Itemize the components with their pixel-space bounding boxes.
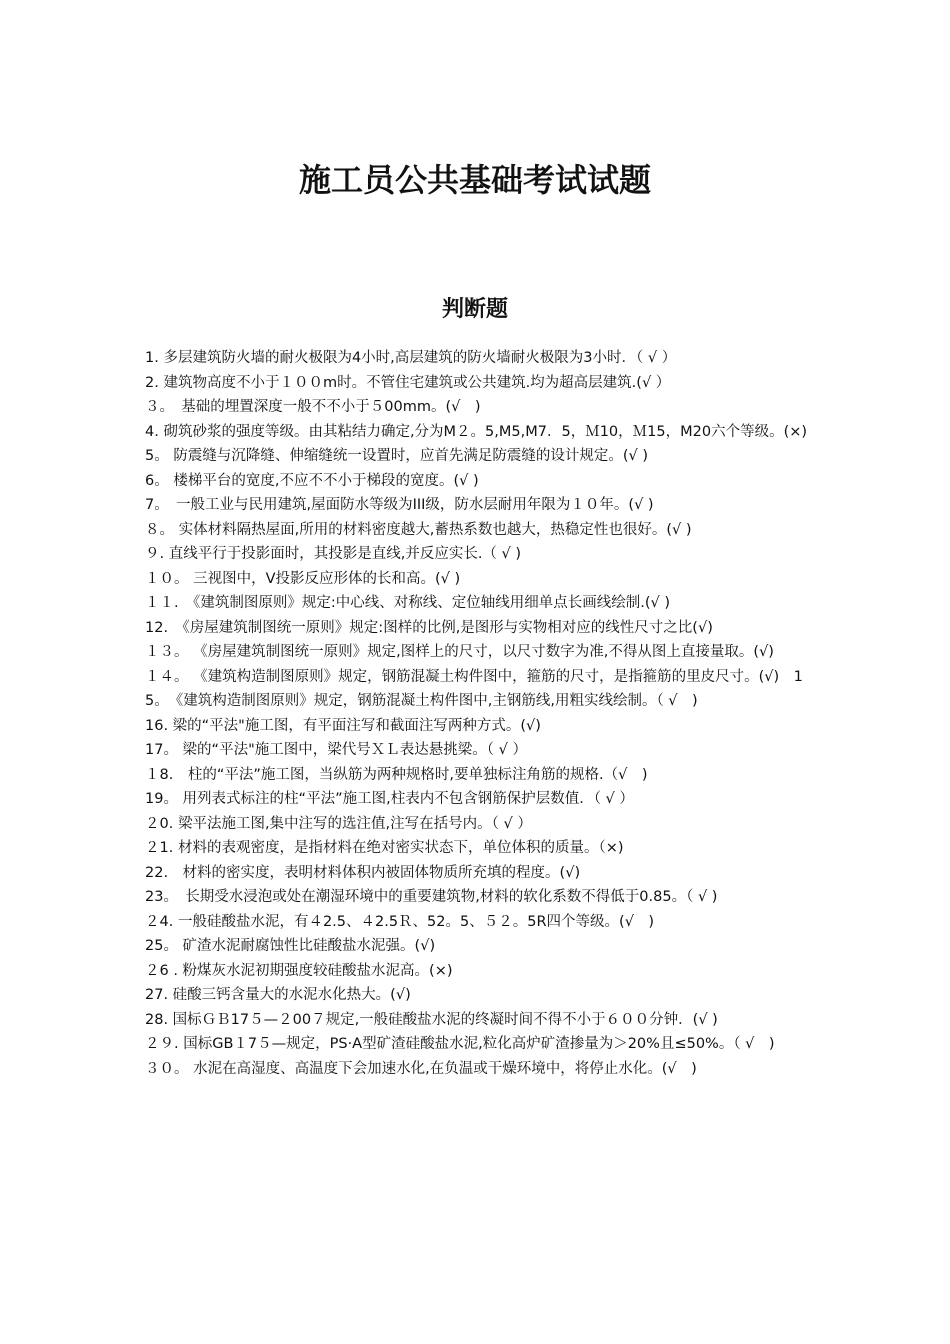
- question-item: １０。 三视图中，V投影反应形体的长和高。(√ ): [145, 570, 461, 587]
- question-item: ３０。 水泥在高湿度、高温度下会加速水化,在负温或干燥环境中，将停止水化。(√ ): [145, 1060, 697, 1077]
- question-item: 17。 梁的“平法"施工图中，梁代号ＸＬ表达悬挑梁。（ √ ）: [145, 742, 527, 758]
- question-item: １１. 《建筑制图原则》规定:中心线、对称线、定位轴线用细单点长画线绘制.(√ ): [145, 595, 671, 611]
- document-title: 施工员公共基础考试试题: [298, 161, 651, 199]
- question-item: 28. 国标ＧＢ17５—２00７规定,一般硅酸盐水泥的终凝时间不得不小于６００分钟．(√ ): [145, 1011, 718, 1028]
- question-item: 2. 建筑物高度不小于１００m时。不管住宅建筑或公共建筑.均为超高层建筑.(√ ）: [145, 374, 671, 391]
- question-item: 7。 一般工业与民用建筑,屋面防水等级为III级，防水层耐用年限为１０年。(√ ): [145, 497, 654, 513]
- question-item: ２0. 梁平法施工图,集中注写的选注值,注写在括号内。（ √ ）: [145, 815, 532, 832]
- question-item: １４。 《建筑构造制图原则》规定，钢筋混凝土构件图中，箍筋的尺寸，是指箍筋的里皮尺寸。(√) 15。 《建筑构造制图原则》规定，钢筋混凝土构件图中,主钢筋线,用粗实线绘制。（ √ ): [145, 668, 803, 709]
- question-item: 27. 硅酸三钙含量大的水泥水化热大。(√): [145, 987, 411, 1003]
- question-item: 16. 梁的“平法"施工图，有平面注写和截面注写两种方式。(√): [145, 717, 541, 734]
- question-item: ３。 基础的埋置深度一般不不小于５00mm。(√ ): [145, 399, 481, 415]
- question-item: ９. 直线平行于投影面时，其投影是直线,并反应实长.（ √ ): [145, 546, 522, 562]
- question-item: ２９. 国标GB１7５—规定，PS·A型矿渣硅酸盐水泥,粒化高炉矿渣掺量为＞20%且≤50%。（ √ ): [145, 1036, 775, 1052]
- question-item: ８。 实体材料隔热屋面,所用的材料密度越大,蓄热系数也越大，热稳定性也很好。(√ ): [145, 521, 692, 538]
- question-item: ２1. 材料的表观密度，是指材料在绝对密实状态下，单位体积的质量。（×): [145, 840, 624, 856]
- question-item: 12. 《房屋建筑制图统一原则》规定:图样的比例,是图形与实物相对应的线性尺寸之比(√): [145, 619, 713, 636]
- question-item: 4. 砌筑砂浆的强度等级。由其粘结力确定,分为M２。5,M5,M7．5，Ｍ10，Ｍ15，M20六个等级。(×) 5。 防震缝与沉降缝、伸缩缝统一设置时，应首先满足防震缝的设计规定。(√ ): [145, 423, 822, 464]
- question-item: ２4. 一般硅酸盐水泥，有４2.5、４2.5Ｒ、52。5、５２。5R四个等级。(√ ): [145, 913, 655, 930]
- question-list: [145, 346, 822, 1081]
- question-item: １３。 《房屋建筑制图统一原则》规定,图样上的尺寸，以尺寸数字为准,不得从图上直接量取。(√): [145, 644, 774, 660]
- question-item: 19。 用列表式标注的柱“平法”施工图,柱表内不包含钢筋保护层数值．（ √ ）: [145, 791, 634, 807]
- question-item: 23。 长期受水浸泡或处在潮湿环境中的重要建筑物,材料的软化系数不得低于0.85。（ √ ): [145, 889, 718, 905]
- question-item: １8. 柱的“平法”施工图，当纵筋为两种规格时,要单独标注角筋的规格.（√ ): [145, 766, 648, 783]
- question-item: ２6 . 粉煤灰水泥初期强度较硅酸盐水泥高。(×): [145, 962, 453, 979]
- question-item: 22. 材料的密实度，表明材料体积内被固体物质所充填的程度。(√): [145, 864, 581, 881]
- question-item: 25。 矿渣水泥耐腐蚀性比硅酸盐水泥强。(√): [145, 938, 436, 954]
- question-item: 1. 多层建筑防火墙的耐火极限为4小时,高层建筑的防火墙耐火极限为3小时．（ √ ）: [145, 350, 677, 366]
- question-item: 6。 楼梯平台的宽度,不应不不小于梯段的宽度。(√ ): [145, 472, 479, 489]
- section-heading: 判断题: [441, 297, 508, 322]
